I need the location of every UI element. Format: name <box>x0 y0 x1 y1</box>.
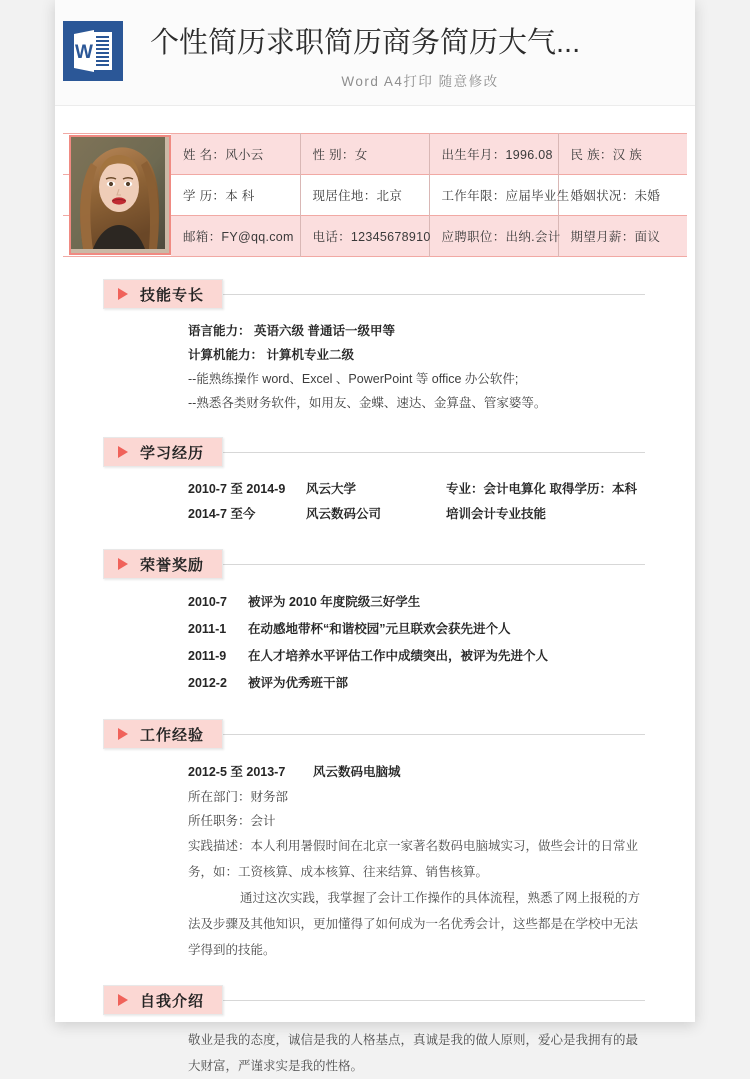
info-label: 现居住地： <box>312 189 377 203</box>
info-label: 民 族： <box>570 148 613 162</box>
section-badge-awards <box>103 549 223 579</box>
section-study <box>55 437 695 527</box>
section-rule <box>223 564 645 565</box>
section-title: 荣誉奖励 <box>140 556 205 574</box>
study-org: 风云数码公司 <box>306 507 382 521</box>
info-value: 1996.08 <box>505 148 553 162</box>
triangle-bullet-icon <box>118 728 128 740</box>
info-label: 邮箱： <box>183 230 222 244</box>
work-description: 实践描述：本人利用暑假时间在北京一家著名数码电脑城实习，做些会计的日常业务，如：工资核算、成本核算、往来结算、销售核算。 <box>188 839 639 879</box>
triangle-bullet-icon <box>118 288 128 300</box>
skill-finance-note: --熟悉各类财务软件，如用友、金蝶、速达、金算盘、管家婆等。 <box>188 396 547 410</box>
award-year: 2012-2 <box>188 676 227 690</box>
section-title: 工作经验 <box>140 726 205 744</box>
section-badge-work <box>103 719 223 749</box>
section-body <box>63 751 687 963</box>
section-body <box>63 581 687 697</box>
info-value: 女 <box>354 148 368 162</box>
info-value: 应届毕业生 <box>505 189 570 203</box>
info-label: 出生年月： <box>441 148 506 162</box>
triangle-bullet-icon <box>118 558 128 570</box>
skill-computer: 计算机能力： 计算机专业二级 <box>188 348 354 362</box>
section-header <box>63 549 687 581</box>
info-value: 出纳.会计 <box>505 230 561 244</box>
skill-language: 语言能力： 英语六级 普通话一级甲等 <box>188 324 395 338</box>
info-cell-email <box>171 216 300 257</box>
info-label: 学 历： <box>183 189 226 203</box>
svg-text:W: W <box>75 42 93 63</box>
award-year: 2011-1 <box>188 622 227 636</box>
list-item <box>188 502 645 527</box>
list-item <box>188 589 645 616</box>
list-item <box>188 643 645 670</box>
award-text: 在动感地带杯“和谐校园”元旦联欢会获先进个人 <box>248 622 511 636</box>
section-body <box>63 469 687 527</box>
info-cell-birth <box>429 134 558 175</box>
info-cell-experience-years <box>429 175 570 216</box>
study-org: 风云大学 <box>306 482 357 496</box>
info-value: FY@qq.com <box>221 230 294 244</box>
section-body <box>63 1017 687 1079</box>
info-cell-phone <box>300 216 429 257</box>
info-label: 姓 名： <box>183 148 226 162</box>
info-value: 北京 <box>376 189 403 203</box>
triangle-bullet-icon <box>118 994 128 1006</box>
study-period: 2010-7 至 2014-9 <box>188 482 286 496</box>
skill-office-note: --能熟练操作 word、Excel 、PowerPoint 等 office 办公软件; <box>188 372 519 386</box>
section-rule <box>223 1000 645 1001</box>
document-title: 个性简历求职简历商务简历大气... <box>150 27 581 59</box>
document-page <box>55 0 695 1073</box>
info-value: 本 科 <box>225 189 255 203</box>
info-cell-ethnicity <box>558 134 687 175</box>
info-cell-target-position <box>429 216 561 257</box>
work-description-2: 通过这次实践，我掌握了会计工作操作的具体流程，熟悉了网上报税的方法及步骤及其他知识，更加懂得了如何成为一名优秀会计，这些都是在学校中无法学得到的技能。 <box>188 891 641 957</box>
info-label: 应聘职位： <box>441 230 506 244</box>
section-rule <box>223 734 645 735</box>
section-title: 技能专长 <box>140 286 205 304</box>
section-badge-skills <box>103 279 223 309</box>
section-badge-self-intro <box>103 985 223 1015</box>
info-cell-name <box>171 134 300 175</box>
applicant-photo <box>69 135 171 255</box>
info-label: 婚姻状况： <box>570 189 635 203</box>
award-text: 被评为优秀班干部 <box>248 676 349 690</box>
work-department: 所在部门：财务部 <box>188 790 289 804</box>
work-company: 风云数码电脑城 <box>313 765 401 779</box>
work-headline <box>188 759 645 785</box>
award-text: 被评为 2010 年度院级三好学生 <box>248 595 421 609</box>
award-text: 在人才培养水平评估工作中成绩突出，被评为先进个人 <box>248 649 549 663</box>
award-year: 2010-7 <box>188 595 227 609</box>
section-body <box>63 311 687 415</box>
list-item <box>188 616 645 643</box>
word-document-icon <box>63 21 123 81</box>
section-header <box>63 719 687 751</box>
section-rule <box>223 452 645 453</box>
personal-info-block <box>63 133 687 257</box>
study-detail: 培训会计专业技能 <box>446 507 547 521</box>
info-cell-expected-salary <box>558 216 687 257</box>
section-work <box>55 719 695 963</box>
work-period: 2012-5 至 2013-7 <box>188 765 286 779</box>
section-title: 自我介绍 <box>140 992 205 1010</box>
section-awards <box>55 549 695 697</box>
list-item <box>188 670 645 697</box>
section-skills <box>55 279 695 415</box>
triangle-bullet-icon <box>118 446 128 458</box>
work-position: 所任职务：会计 <box>188 814 276 828</box>
section-self-intro <box>55 985 695 1079</box>
document-header <box>55 0 695 106</box>
resume-content <box>55 133 695 1079</box>
section-header <box>63 437 687 469</box>
self-intro-text: 敬业是我的态度，诚信是我的人格基点，真诚是我的做人原则，爱心是我拥有的最大财富，严谨求实是我的性格。 <box>188 1033 639 1073</box>
info-value: 风小云 <box>225 148 264 162</box>
study-detail: 专业：会计电算化 取得学历：本科 <box>446 482 637 496</box>
section-title: 学习经历 <box>140 444 205 462</box>
info-cell-gender <box>300 134 429 175</box>
info-cell-education <box>171 175 300 216</box>
study-period: 2014-7 至今 <box>188 507 256 521</box>
info-cell-residence <box>300 175 429 216</box>
info-value: 12345678910 <box>350 230 431 244</box>
section-header <box>63 985 687 1017</box>
list-item <box>188 477 645 502</box>
section-rule <box>223 294 645 295</box>
info-value: 未婚 <box>634 189 661 203</box>
award-year: 2011-9 <box>188 649 227 663</box>
info-label: 工作年限： <box>441 189 506 203</box>
info-label: 电话： <box>312 230 351 244</box>
info-label: 性 别： <box>312 148 355 162</box>
document-subtitle: Word A4打印 随意修改 <box>341 74 499 89</box>
info-cell-marital-status <box>558 175 687 216</box>
info-value: 面议 <box>634 230 661 244</box>
info-value: 汉 族 <box>612 148 643 162</box>
section-badge-study <box>103 437 223 467</box>
section-header <box>63 279 687 311</box>
info-label: 期望月薪： <box>570 230 635 244</box>
